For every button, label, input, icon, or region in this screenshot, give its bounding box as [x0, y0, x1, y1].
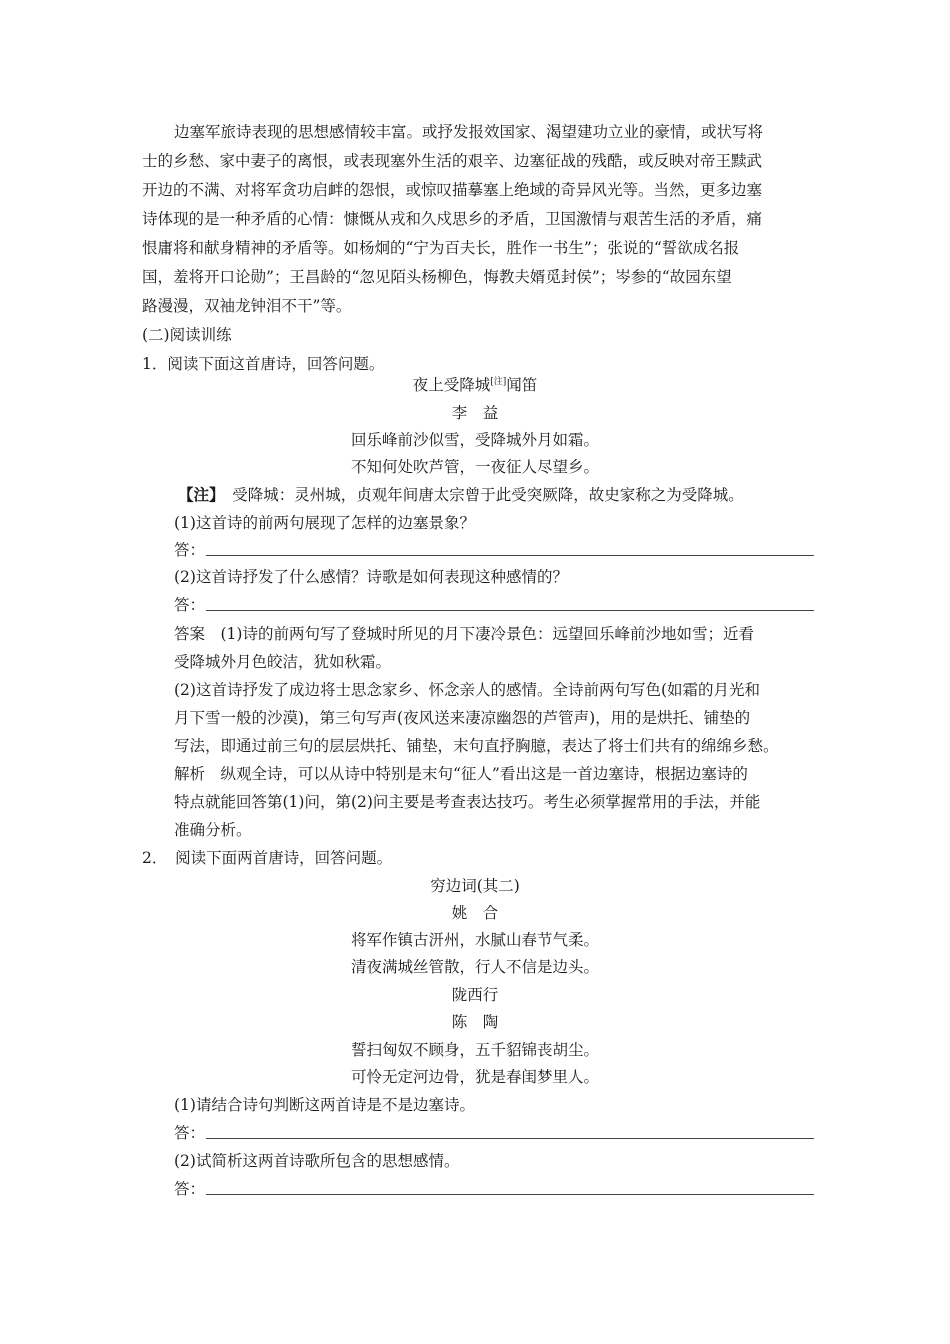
poem-author: 李 益	[451, 404, 499, 422]
answer-text-line: (2)这首诗抒发了成边将士思念家乡、怀念亲人的感情。全诗前两句写色(如霜的月光和	[174, 681, 761, 699]
poem-title: 陇西行	[451, 986, 499, 1004]
question-prompt: 1．阅读下面这首唐诗，回答问题。	[142, 355, 385, 373]
intro-line: 士的乡愁、家中妻子的离恨，或表现塞外生活的艰辛、边塞征战的残酷，或反映对帝王黩武	[142, 152, 763, 170]
sub-question-2: (2)试简析这两首诗歌所包含的思想感情。	[174, 1152, 460, 1170]
answer-label: 答：	[174, 541, 206, 559]
answer-text-line: 答案 (1)诗的前两句写了登城时所见的月下凄冷景色：远望回乐峰前沙地如雪；近看	[174, 625, 754, 643]
answer-line[interactable]	[174, 1179, 814, 1199]
intro-line: 诗体现的是一种矛盾的心情：慷慨从戎和久戍思乡的矛盾，卫国激情与艰苦生活的矛盾，痛	[142, 210, 763, 228]
poem-line: 可怜无定河边骨，犹是春闺梦里人。	[350, 1068, 599, 1086]
poem-author: 陈 陶	[451, 1013, 499, 1031]
answer-line[interactable]	[174, 540, 814, 560]
poem-line: 清夜满城丝管散，行人不信是边头。	[350, 958, 599, 976]
answer-label: 答：	[174, 1124, 206, 1142]
poem-line: 不知何处吹芦管，一夜征人尽望乡。	[350, 458, 599, 476]
question-prompt: 2． 阅读下面两首唐诗，回答问题。	[142, 849, 393, 867]
answer-rule	[206, 1194, 814, 1195]
intro-line: 路漫漫，双袖龙钟泪不干”等。	[142, 297, 352, 315]
poem-note	[178, 485, 744, 505]
intro-line: 恨庸将和献身精神的矛盾等。如杨炯的“宁为百夫长，胜作一书生”；张说的“誓欲成名报	[142, 239, 740, 257]
intro-line: 边塞军旅诗表现的思想感情较丰富。或抒发报效国家、渴望建功立业的豪情，或状写将	[174, 123, 764, 141]
analysis-text-line: 解析 纵观全诗，可以从诗中特别是末句“征人”看出这是一首边塞诗，根据边塞诗的	[174, 765, 748, 783]
poem-title-note-marker: [注]	[490, 377, 507, 387]
poem-title: 穷边词(其二)	[430, 877, 520, 895]
answer-text-line: 受降城外月色皎洁，犹如秋霜。	[174, 653, 392, 671]
answer-text-line: 写法，即通过前三句的层层烘托、铺垫，末句直抒胸臆，表达了将士们共有的绵绵乡愁。	[174, 737, 779, 755]
answer-rule	[206, 1138, 814, 1139]
answer-rule	[206, 610, 814, 611]
answer-line[interactable]	[174, 595, 814, 615]
answer-label: 答：	[174, 596, 206, 614]
analysis-text-line: 特点就能回答第(1)问，第(2)问主要是考查表达技巧。考生必须掌握常用的手法，并能	[174, 793, 761, 811]
poem-line: 将军作镇古汧州，水腻山春节气柔。	[350, 931, 599, 949]
sub-question-2: (2)这首诗抒发了什么感情？诗歌是如何表现这种感情的？	[174, 568, 568, 586]
note-text: 受降城：灵州城，贞观年间唐太宗曾于此受突厥降，故史家称之为受降城。	[216, 486, 744, 504]
poem-line: 回乐峰前沙似雪，受降城外月如霜。	[350, 431, 599, 449]
answer-text-line: 月下雪一般的沙漠)，第三句写声(夜风送来凄凉幽怨的芦管声)，用的是烘托、铺垫的	[174, 709, 751, 727]
section-heading: (二)阅读训练	[142, 326, 232, 344]
sub-question-1: (1)请结合诗句判断这两首诗是不是边塞诗。	[174, 1096, 475, 1114]
sub-question-1: (1)这首诗的前两句展现了怎样的边塞景象？	[174, 514, 475, 532]
answer-label: 答：	[174, 1180, 206, 1198]
note-tag: 【注】	[178, 485, 217, 504]
poem-title-text: 夜上受降城	[412, 376, 491, 394]
intro-line: 开边的不满、对将军贪功启衅的怨恨，或惊叹描摹塞上绝域的奇异风光等。当然，更多边塞	[142, 181, 763, 199]
answer-rule	[206, 555, 814, 556]
intro-line: 国，羞将开口论勋”；王昌龄的“忽见陌头杨柳色，悔教夫婿觅封侯”；岑参的“故园东望	[142, 268, 732, 286]
analysis-text-line: 准确分析。	[174, 821, 252, 839]
poem-title	[0, 375, 950, 395]
poem-title-suffix: 闻笛	[506, 376, 538, 394]
answer-line[interactable]	[174, 1123, 814, 1143]
poem-author: 姚 合	[451, 904, 499, 922]
poem-line: 誓扫匈奴不顾身，五千貂锦丧胡尘。	[350, 1041, 599, 1059]
